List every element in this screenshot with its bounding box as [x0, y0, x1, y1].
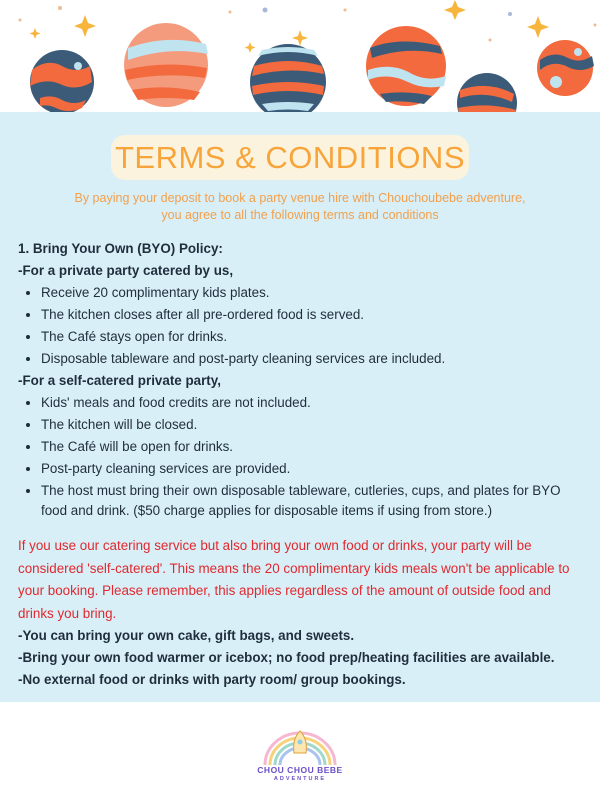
list-item: The kitchen closes after all pre-ordered food is served. — [41, 304, 588, 326]
planet-4-icon — [366, 26, 446, 106]
catered-heading: -For a private party catered by us, — [18, 263, 234, 278]
logo-name: CHOU CHOU BEBE — [257, 765, 343, 775]
planet-2-icon — [124, 23, 208, 107]
rule-line: -You can bring your own cake, gift bags, and sweets. — [18, 628, 355, 643]
list-item: Disposable tableware and post-party cleaning services are included. — [41, 348, 588, 370]
terms-content — [18, 238, 588, 691]
logo-subtitle: ADVENTURE — [273, 776, 327, 782]
list-item: Receive 20 complimentary kids plates. — [41, 282, 588, 304]
brand-logo — [245, 725, 355, 789]
list-item: The Café will be open for drinks. — [41, 436, 588, 458]
title-box — [111, 135, 469, 180]
planet-1-icon — [30, 50, 94, 114]
self-catered-warning: If you use our catering service but also bring your own food or drinks, your party will be considered 'self-catered'. This means the 20 complimentary kids meals won't be applicable to your booking. Please remember, this applies regardless of the amount of outside food and drinks you bring. — [18, 538, 570, 621]
intro-text — [30, 190, 570, 224]
list-item: The kitchen will be closed. — [41, 414, 588, 436]
planets-illustration — [0, 0, 600, 118]
self-catered-list — [18, 392, 588, 521]
self-catered-heading: -For a self-catered private party, — [18, 373, 221, 388]
planet-6-icon — [537, 40, 594, 96]
header-decoration — [0, 0, 600, 118]
rule-line: -Bring your own food warmer or icebox; no food prep/heating facilities are available. — [18, 650, 555, 665]
catered-list — [18, 282, 588, 370]
intro-line-1: By paying your deposit to book a party venue hire with Chouchoubebe adventure, — [74, 191, 526, 205]
planet-3-icon — [250, 44, 326, 118]
list-item: The host must bring their own disposable tableware, cutleries, cups, and plates for BYO food and drink. ($50 charge applies for disposable items if using from store.) — [41, 480, 588, 521]
rule-line: -No external food or drinks with party room/ group bookings. — [18, 672, 406, 687]
list-item: The Café stays open for drinks. — [41, 326, 588, 348]
list-item: Post-party cleaning services are provided. — [41, 458, 588, 480]
list-item: Kids' meals and food credits are not included. — [41, 392, 588, 414]
intro-line-2: you agree to all the following terms and conditions — [161, 208, 439, 222]
rocket-rainbow-icon — [245, 725, 355, 767]
section-heading: 1. Bring Your Own (BYO) Policy: — [18, 241, 223, 256]
page-title: TERMS & CONDITIONS — [114, 139, 465, 175]
